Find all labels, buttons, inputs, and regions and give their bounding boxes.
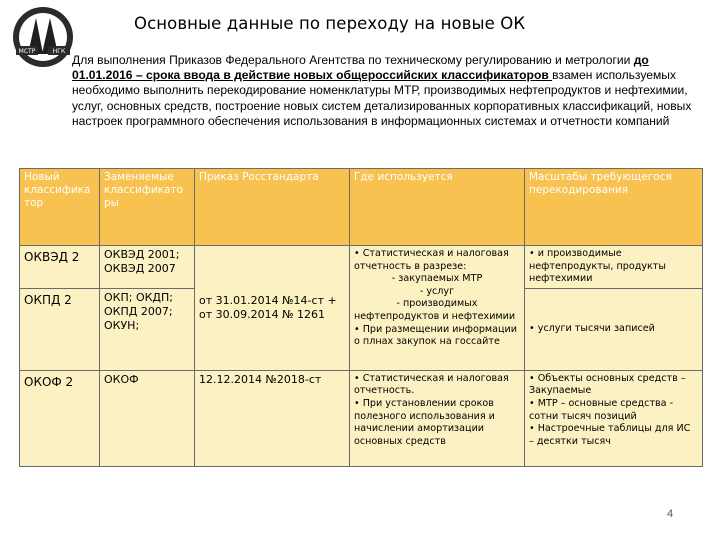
page-number: 4 [667,508,674,520]
scale-line: • МТР – основные средства - сотни тысяч позиций [529,397,674,422]
usage-line: • Статистическая и налоговая отчетность. [354,372,509,397]
usage-line: • Статистическая и налоговая отчетность в разрезе: [354,248,509,272]
logo-right-text: НГК [52,48,66,55]
table-header-row [20,169,703,246]
logo-left-text: МСТР [18,48,36,55]
table-row [20,370,703,466]
cell-usage [350,246,525,371]
table-row [20,246,703,289]
usage-line: - услуг [419,285,455,297]
header-scale: Масштабы требующегося перекодирования [525,169,703,246]
usage-line: • При установлении сроков полезного использования и начислении амортизации основных средств [354,397,495,447]
cell-scale [525,370,703,466]
intro-text-1: Для выполнения Приказов Федерального Агентства по техническому регулированию и метрологии [72,53,634,67]
cell-replaced: ОКВЭД 2001; ОКВЭД 2007 [100,246,195,289]
intro-highlight: до 01.01.2016 – срока ввода в действие новых общероссийских классификаторов [72,53,649,83]
cell-scale: • и производимые нефтепродукты, продукты нефтехимии [525,246,703,289]
cell-replaced: ОКОФ [100,370,195,466]
cell-code: ОКПД 2 [20,288,100,370]
header-replaced-classifiers: Заменяемые классификато ры [100,169,195,246]
cell-order: 12.12.2014 №2018-ст [195,370,350,466]
usage-line: • При размещении информации о плнах закупок на госсайте [354,323,518,348]
cell-scale: • услуги тысячи записей [525,288,703,370]
scale-line: • Объекты основных средств –Закупаемые [529,372,686,397]
cell-code: ОКОФ 2 [20,370,100,466]
usage-line: - производимых [396,298,478,310]
cell-code: ОКВЭД 2 [20,246,100,289]
classifier-table [19,168,703,467]
intro-text-2: взамен используемых необходимо выполнить перекодирование номенклатуры МТР, производимых нефтепродуктов и нефтехимии, услуг, основных средств, построение новых систем детализированных корпоративных классификаций, новых настроек программного обеспечения использования в информационных системах и отчетности компаний [72,68,692,128]
slide-title: Основные данные по переходу на новые ОК [134,14,526,33]
company-logo [12,6,74,68]
usage-line: нефтепродуктов и нефтехимии [354,310,516,322]
intro-paragraph [72,53,712,129]
usage-line: - закупаемых МТР [391,273,483,285]
scale-line: • Настроечные таблицы для ИС – десятки тысяч [529,423,691,447]
header-new-classifier: Новый классифика тор [20,169,100,246]
cell-replaced: ОКП; ОКДП; ОКПД 2007; ОКУН; [100,288,195,370]
header-order: Приказ Росстандарта [195,169,350,246]
header-usage: Где используется [350,169,525,246]
cell-order: от 31.01.2014 №14-ст + от 30.09.2014 № 1261 [195,246,350,371]
cell-usage [350,370,525,466]
